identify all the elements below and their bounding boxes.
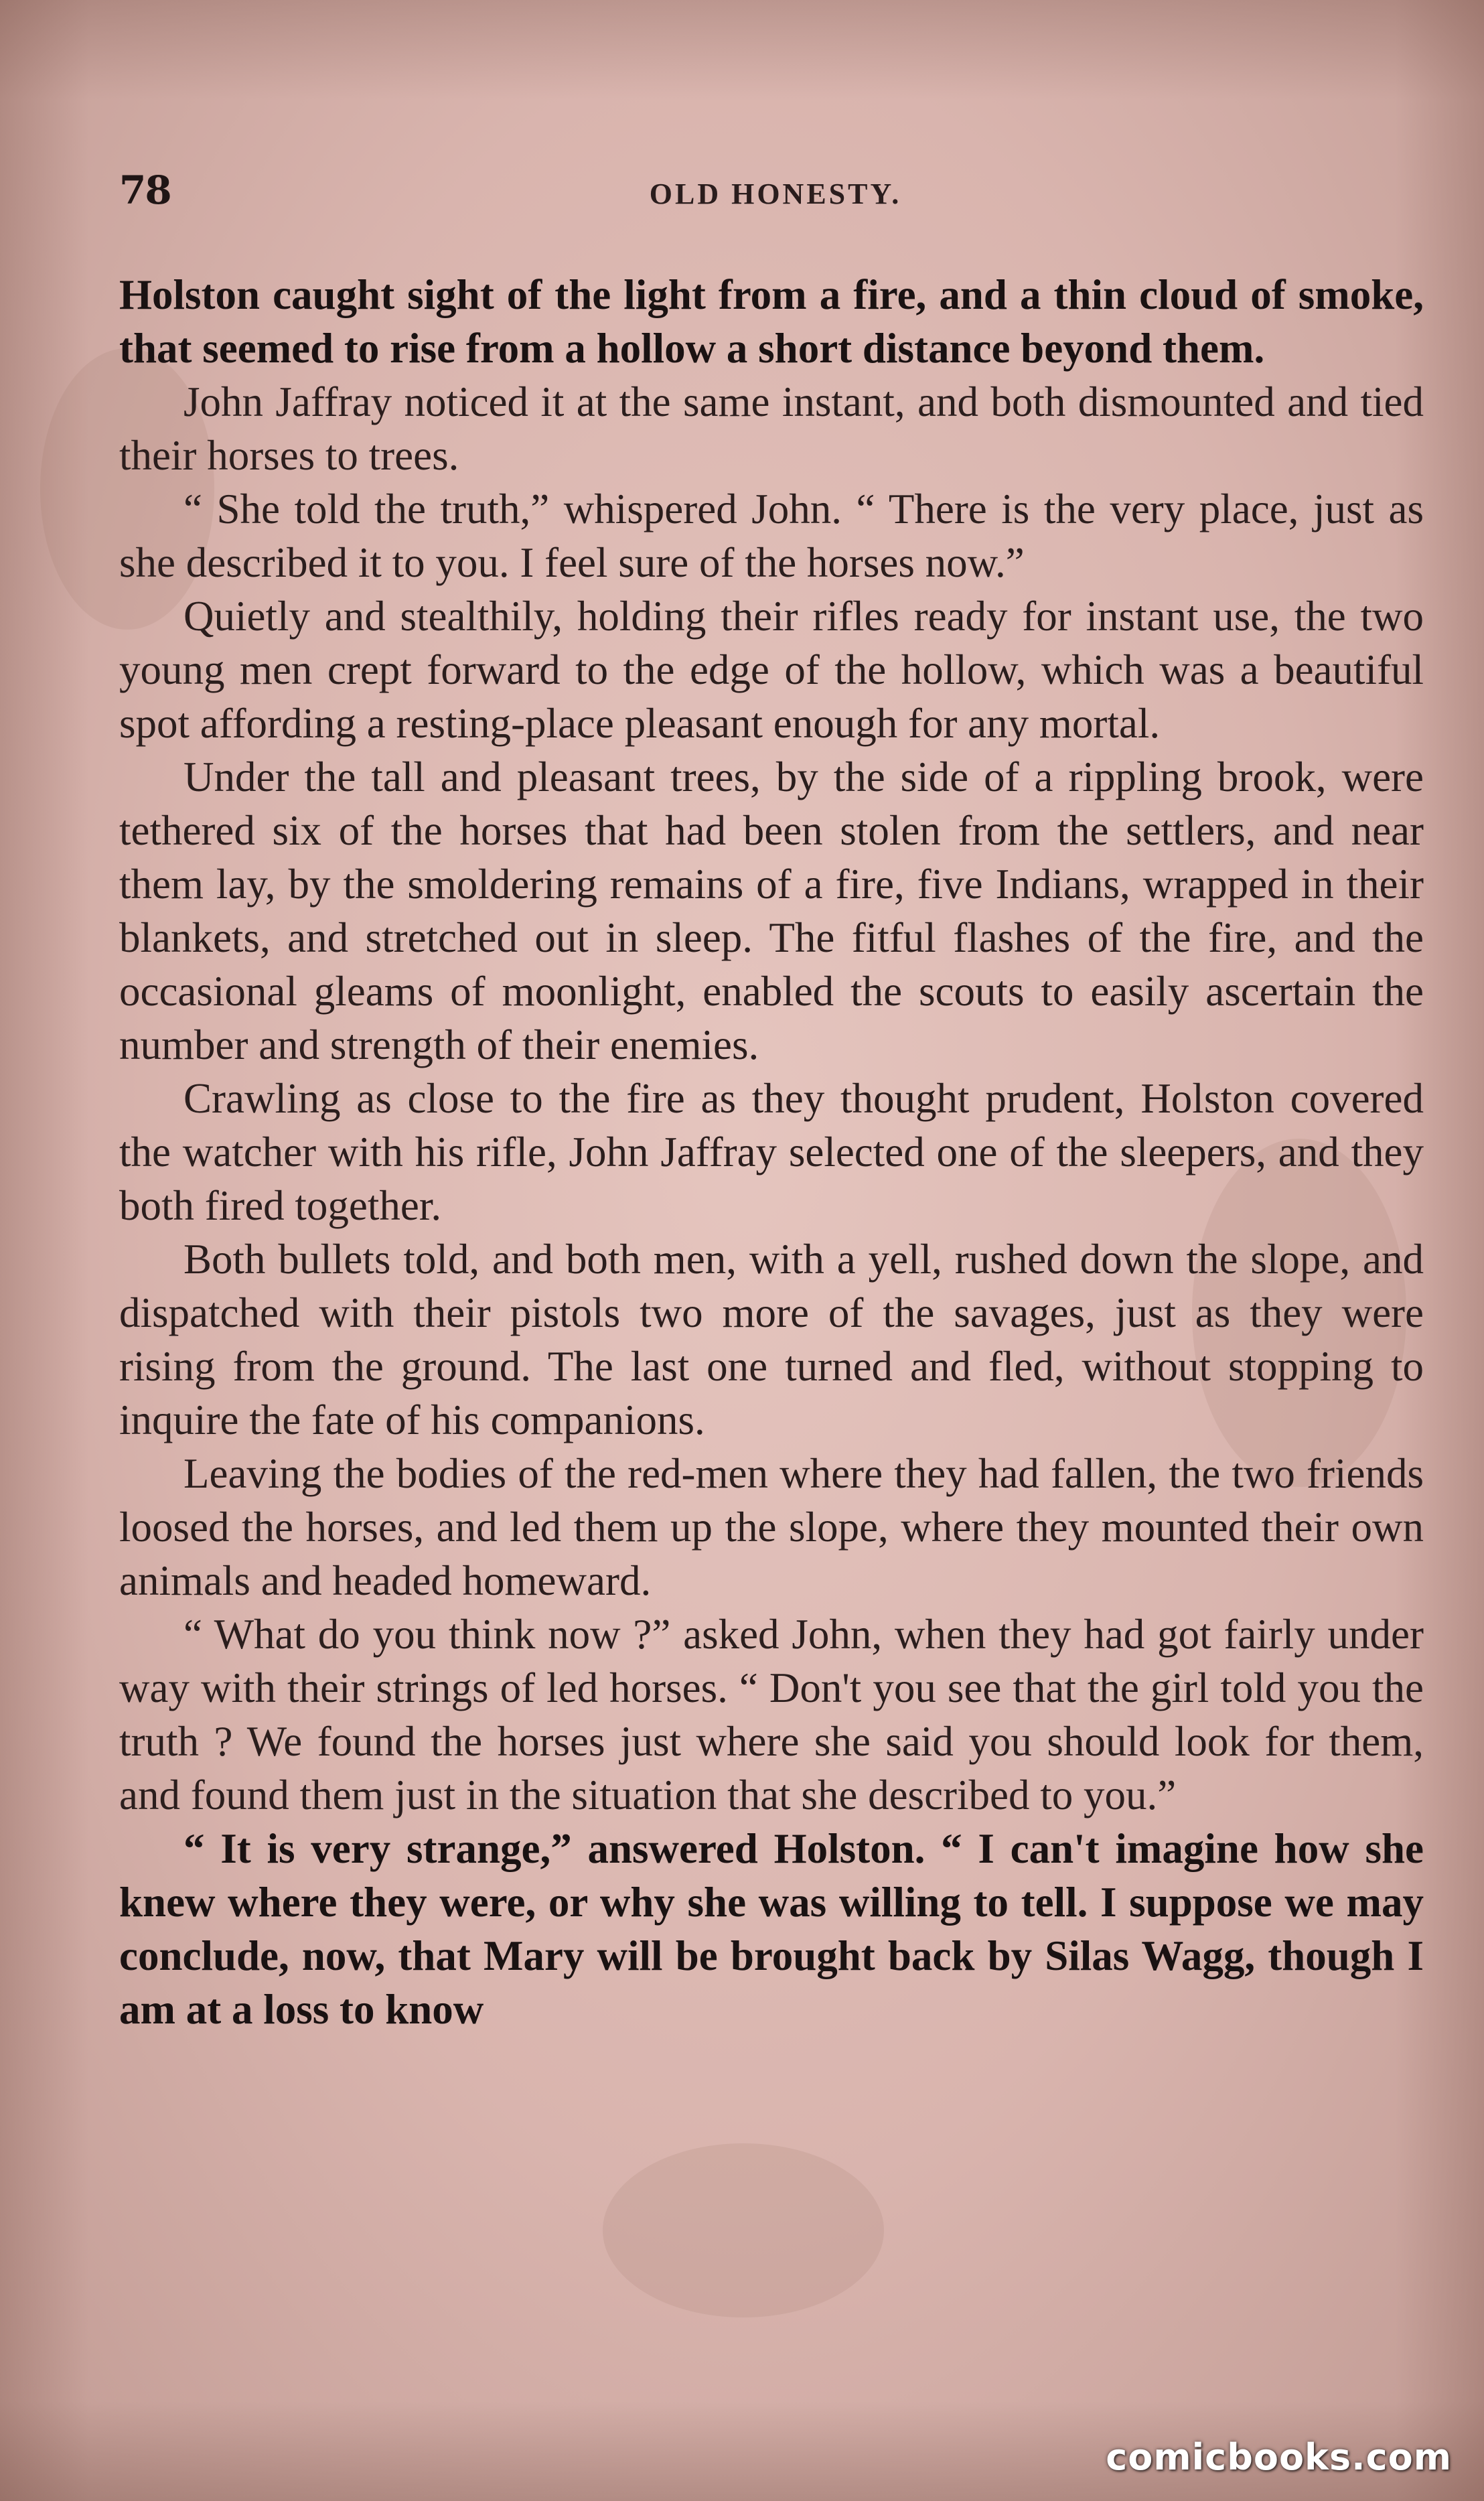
paragraph: “ It is very strange,” answered Holston. “ I can't imagine how she knew where they were, or why she was willing to tell. I suppose we may conclude, now, that Mary will be brought back by Silas Wagg, though I am at a loss to know bbox=[119, 1825, 1424, 2033]
paper-stain bbox=[603, 2143, 884, 2317]
paragraph: “ She told the truth,” whispered John. “ There is the very place, just as she described it to you. I feel sure of the horses now.” bbox=[119, 486, 1424, 586]
paragraph: John Jaffray noticed it at the same instant, and both dismounted and tied their horses to trees. bbox=[119, 378, 1424, 479]
body-text bbox=[119, 268, 1424, 2036]
site-watermark: comicbooks.com bbox=[1106, 2436, 1452, 2478]
paragraph: Leaving the bodies of the red-men where they had fallen, the two friends loosed the horses, and led them up the slope, where they mounted their own animals and headed homeward. bbox=[119, 1450, 1424, 1604]
paragraph: Holston caught sight of the light from a fire, and a thin cloud of smoke, that seemed to rise from a hollow a short distance beyond them. bbox=[119, 271, 1424, 372]
paragraph: Both bullets told, and both men, with a yell, rushed down the slope, and dispatched with their pistols two more of the savages, just as they were rising from the ground. The last one turned and fled, without stopping to inquire the fate of his companions. bbox=[119, 1236, 1424, 1443]
page-number: 78 bbox=[119, 167, 171, 213]
paragraph: “ What do you think now ?” asked John, when they had got fairly under way with their strings of led horses. “ Don't you see that the girl told you the truth ? We found the horses just where she said you should look for them, and found them just in the situation that she described to you.” bbox=[119, 1611, 1424, 1818]
paragraph: Quietly and stealthily, holding their rifles ready for instant use, the two young men crept forward to the edge of the hollow, which was a beautiful spot affording a resting-place pleasant enough for any mortal. bbox=[119, 593, 1424, 747]
paragraph: Under the tall and pleasant trees, by the side of a rippling brook, were tethered six of the horses that had been stolen from the settlers, and near them lay, by the smoldering remains of a fire, five Indians, wrapped in their blankets, and stretched out in sleep. The fitful flashes of the fire, and the occasional gleams of moonlight, enabled the scouts to easily ascertain the number and strength of their enemies. bbox=[119, 754, 1424, 1068]
running-head bbox=[119, 167, 1432, 221]
running-title: OLD HONESTY. bbox=[649, 177, 902, 210]
paragraph: Crawling as close to the fire as they thought prudent, Holston covered the watcher with his rifle, John Jaffray selected one of the sleepers, and they both fired together. bbox=[119, 1075, 1424, 1229]
